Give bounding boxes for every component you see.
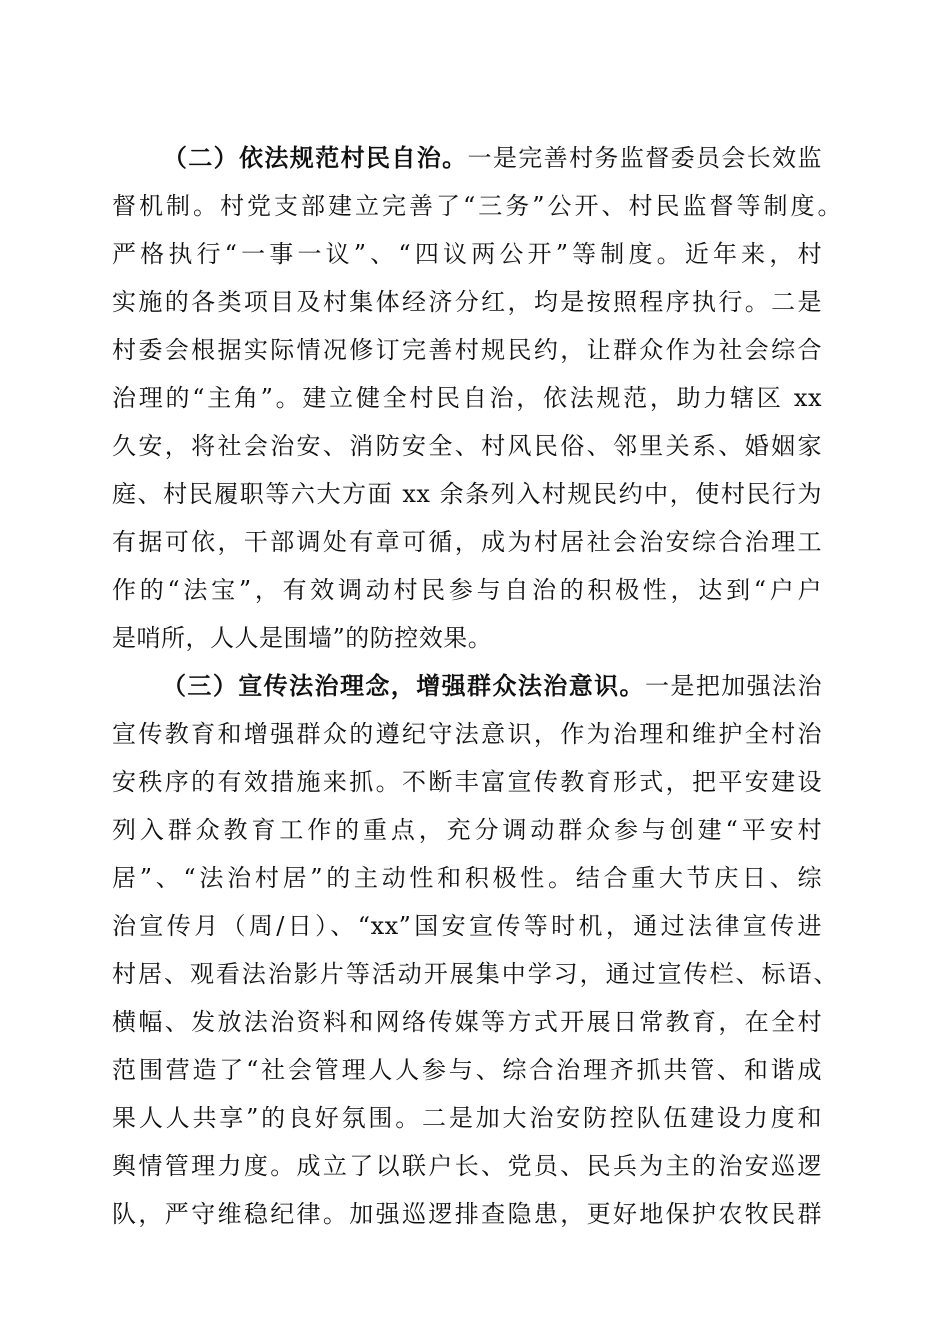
paragraph-line: 居”、“法治村居”的主动性和积极性。结合重大节庆日、综 xyxy=(112,864,822,892)
paragraph-text: 一是完善村务监督委员会长效监 xyxy=(467,144,822,172)
paragraph-line: 是哨所，人人是围墙”的防控效果。 xyxy=(112,624,493,652)
paragraph-line: 宣传教育和增强群众的遵纪守法意识，作为治理和维护全村治 xyxy=(112,720,822,748)
paragraph-line: 督机制。村党支部建立完善了“三务”公开、村民监督等制度。 xyxy=(112,192,842,220)
paragraph-line: 村委会根据实际情况修订完善村规民约，让群众作为社会综合 xyxy=(112,336,822,364)
paragraph-line: 治宣传月（周/日）、“xx”国安宣传等时机，通过法律宣传进 xyxy=(112,912,822,940)
paragraph-line xyxy=(162,138,822,178)
paragraph-line: 果人人共享”的良好氛围。二是加大治安防控队伍建设力度和 xyxy=(112,1104,822,1132)
section-heading: （三）宣传法治理念，增强群众法治意识。 xyxy=(162,671,645,700)
paragraph-text: 一是把加强法治 xyxy=(644,672,823,700)
paragraph-line: 范围营造了“社会管理人人参与、综合治理齐抓共管、和谐成 xyxy=(112,1056,822,1084)
paragraph-line: 实施的各类项目及村集体经济分红，均是按照程序执行。二是 xyxy=(112,288,822,316)
paragraph-line: 作的“法宝”，有效调动村民参与自治的积极性，达到“户户 xyxy=(112,576,822,604)
paragraph-line: 队，严守维稳纪律。加强巡逻排查隐患，更好地保护农牧民群 xyxy=(112,1200,822,1228)
paragraph-line: 有据可依，干部调处有章可循，成为村居社会治安综合治理工 xyxy=(112,528,822,556)
paragraph-line: 严格执行“一事一议”、“四议两公开”等制度。近年来，村 xyxy=(112,240,822,268)
paragraph-line: 列入群众教育工作的重点，充分调动群众参与创建“平安村 xyxy=(112,816,822,844)
section-heading: （二）依法规范村民自治。 xyxy=(162,143,468,172)
paragraph-line: 横幅、发放法治资料和网络传媒等方式开展日常教育，在全村 xyxy=(112,1008,822,1036)
paragraph-line: 舆情管理力度。成立了以联户长、党员、民兵为主的治安巡逻 xyxy=(112,1152,822,1180)
paragraph-line: 村居、观看法治影片等活动开展集中学习，通过宣传栏、标语、 xyxy=(112,960,838,988)
paragraph-line: 治理的“主角”。建立健全村民自治，依法规范，助力辖区 xx xyxy=(112,384,822,412)
paragraph-line: 庭、村民履职等六大方面 xx 余条列入村规民约中，使村民行为 xyxy=(112,480,822,508)
paragraph-line xyxy=(162,666,822,706)
paragraph-line: 久安，将社会治安、消防安全、村风民俗、邻里关系、婚姻家 xyxy=(112,432,822,460)
paragraph-line: 安秩序的有效措施来抓。不断丰富宣传教育形式，把平安建设 xyxy=(112,768,822,796)
